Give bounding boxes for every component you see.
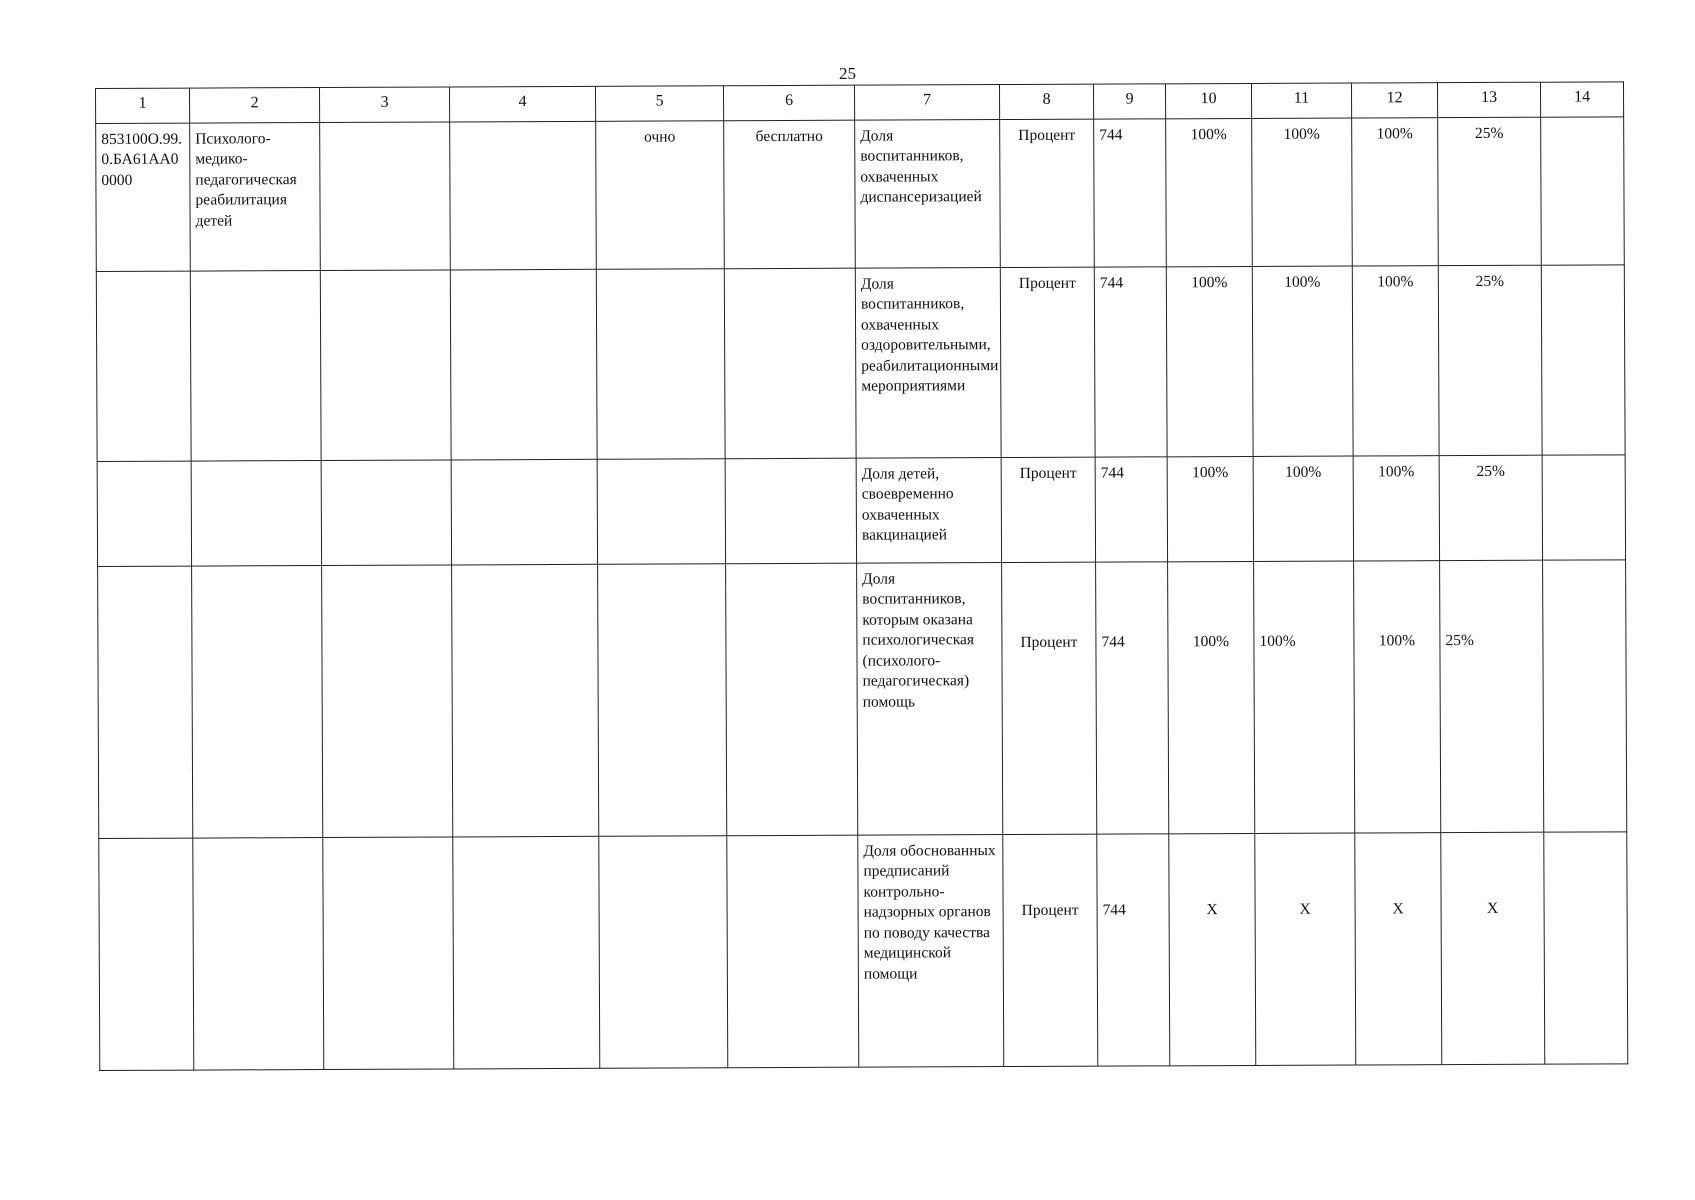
value-cell: 100% [1168, 561, 1255, 833]
service-name-cell: Психолого-медико-педагогическая реабилитация детей [190, 123, 321, 272]
value-cell: X [1355, 833, 1442, 1065]
value-cell: 25% [1439, 455, 1542, 560]
table-row [96, 265, 1625, 462]
value-cell: X [1441, 832, 1545, 1064]
table-cell [452, 564, 599, 837]
table-cell [192, 566, 323, 839]
table-cell [322, 565, 453, 838]
table-cell [725, 458, 856, 564]
table-cell [320, 122, 451, 271]
column-header: 11 [1251, 83, 1351, 118]
table-cell [191, 461, 321, 567]
value-cell: 100% [1252, 118, 1353, 266]
table-row [97, 455, 1625, 567]
table-cell [450, 121, 597, 270]
indicator-cell: Доля воспитанников, охваченных оздоровительными, реабилитационными мероприятиями [855, 268, 1001, 459]
table-cell [193, 838, 324, 1071]
unit-cell: Процент [1003, 834, 1098, 1066]
value-cell: 100% [1253, 456, 1353, 561]
value-cell: X [1169, 833, 1256, 1065]
table-cell [599, 836, 728, 1069]
okei-cell: 744 [1095, 457, 1167, 562]
table-cell [323, 837, 454, 1070]
table-cell [597, 459, 725, 565]
value-cell: X [1255, 833, 1356, 1065]
table-cell [726, 563, 858, 836]
table-cell [97, 461, 191, 566]
value-cell [1542, 455, 1625, 560]
table-cell [320, 270, 451, 461]
table-cell [453, 836, 600, 1069]
value-cell [1541, 117, 1625, 265]
payment-cell: бесплатно [724, 120, 856, 269]
column-header: 9 [1093, 84, 1165, 119]
table-cell [724, 268, 856, 459]
column-header: 10 [1165, 83, 1251, 118]
indicator-cell: Доля воспитанников, которым оказана психологическая (психолого-педагогическая) помощь [857, 563, 1003, 836]
table-cell [98, 566, 193, 838]
table-row [98, 560, 1627, 839]
page-number: 25 [839, 64, 856, 83]
value-cell: 100% [1352, 118, 1439, 266]
table-cell [451, 459, 597, 565]
value-cell: 100% [1166, 118, 1253, 266]
table-cell [450, 269, 597, 460]
value-cell [1543, 560, 1627, 832]
indicator-cell: Доля воспитанников, охваченных диспансеризацией [855, 120, 1001, 269]
column-header: 14 [1540, 82, 1623, 117]
table-cell [190, 271, 321, 462]
unit-cell: Процент [1000, 119, 1095, 267]
okei-cell: 744 [1096, 562, 1169, 834]
value-cell: 100% [1354, 561, 1441, 833]
column-header: 8 [999, 84, 1093, 119]
unit-cell: Процент [1001, 457, 1095, 562]
table-cell [727, 835, 859, 1068]
okei-cell: 744 [1094, 267, 1167, 457]
value-cell: 25% [1438, 265, 1542, 455]
value-cell: 25% [1438, 117, 1542, 265]
okei-cell: 744 [1094, 119, 1167, 267]
indicator-cell: Доля обоснованных предписаний контрольно-надзорных органов по поводу качества медицинской помощи [858, 835, 1004, 1068]
table-cell [596, 269, 725, 460]
table-cell [321, 460, 451, 566]
indicator-table [95, 81, 1628, 1071]
value-cell [1544, 832, 1628, 1064]
table-cell [598, 564, 727, 837]
table-cell [99, 838, 194, 1070]
value-cell: 100% [1167, 456, 1253, 561]
column-header: 6 [723, 85, 854, 121]
column-header: 3 [320, 87, 450, 123]
column-header: 7 [854, 85, 999, 121]
column-header: 5 [595, 86, 723, 122]
unit-cell: Процент [1002, 562, 1097, 834]
okei-cell: 744 [1097, 834, 1170, 1066]
column-header: 1 [96, 88, 190, 123]
table-row [96, 117, 1625, 272]
unit-cell: Процент [1000, 267, 1095, 457]
table-row [99, 832, 1628, 1071]
column-header: 13 [1437, 82, 1540, 117]
indicator-cell: Доля детей, своевременно охваченных вакцинацией [856, 458, 1001, 564]
service-code-cell: 853100О.99.0.БА61АА00000 [96, 123, 191, 271]
value-cell: 100% [1353, 456, 1439, 561]
value-cell: 100% [1252, 266, 1353, 456]
value-cell: 25% [1440, 560, 1544, 832]
column-header: 4 [449, 86, 595, 122]
column-header: 12 [1351, 83, 1437, 118]
column-header: 2 [190, 88, 320, 124]
table-cell [96, 271, 191, 461]
value-cell: 100% [1166, 266, 1253, 456]
value-cell [1541, 265, 1625, 455]
value-cell: 100% [1254, 561, 1355, 833]
value-cell: 100% [1352, 266, 1439, 456]
form-cell: очно [596, 121, 725, 270]
